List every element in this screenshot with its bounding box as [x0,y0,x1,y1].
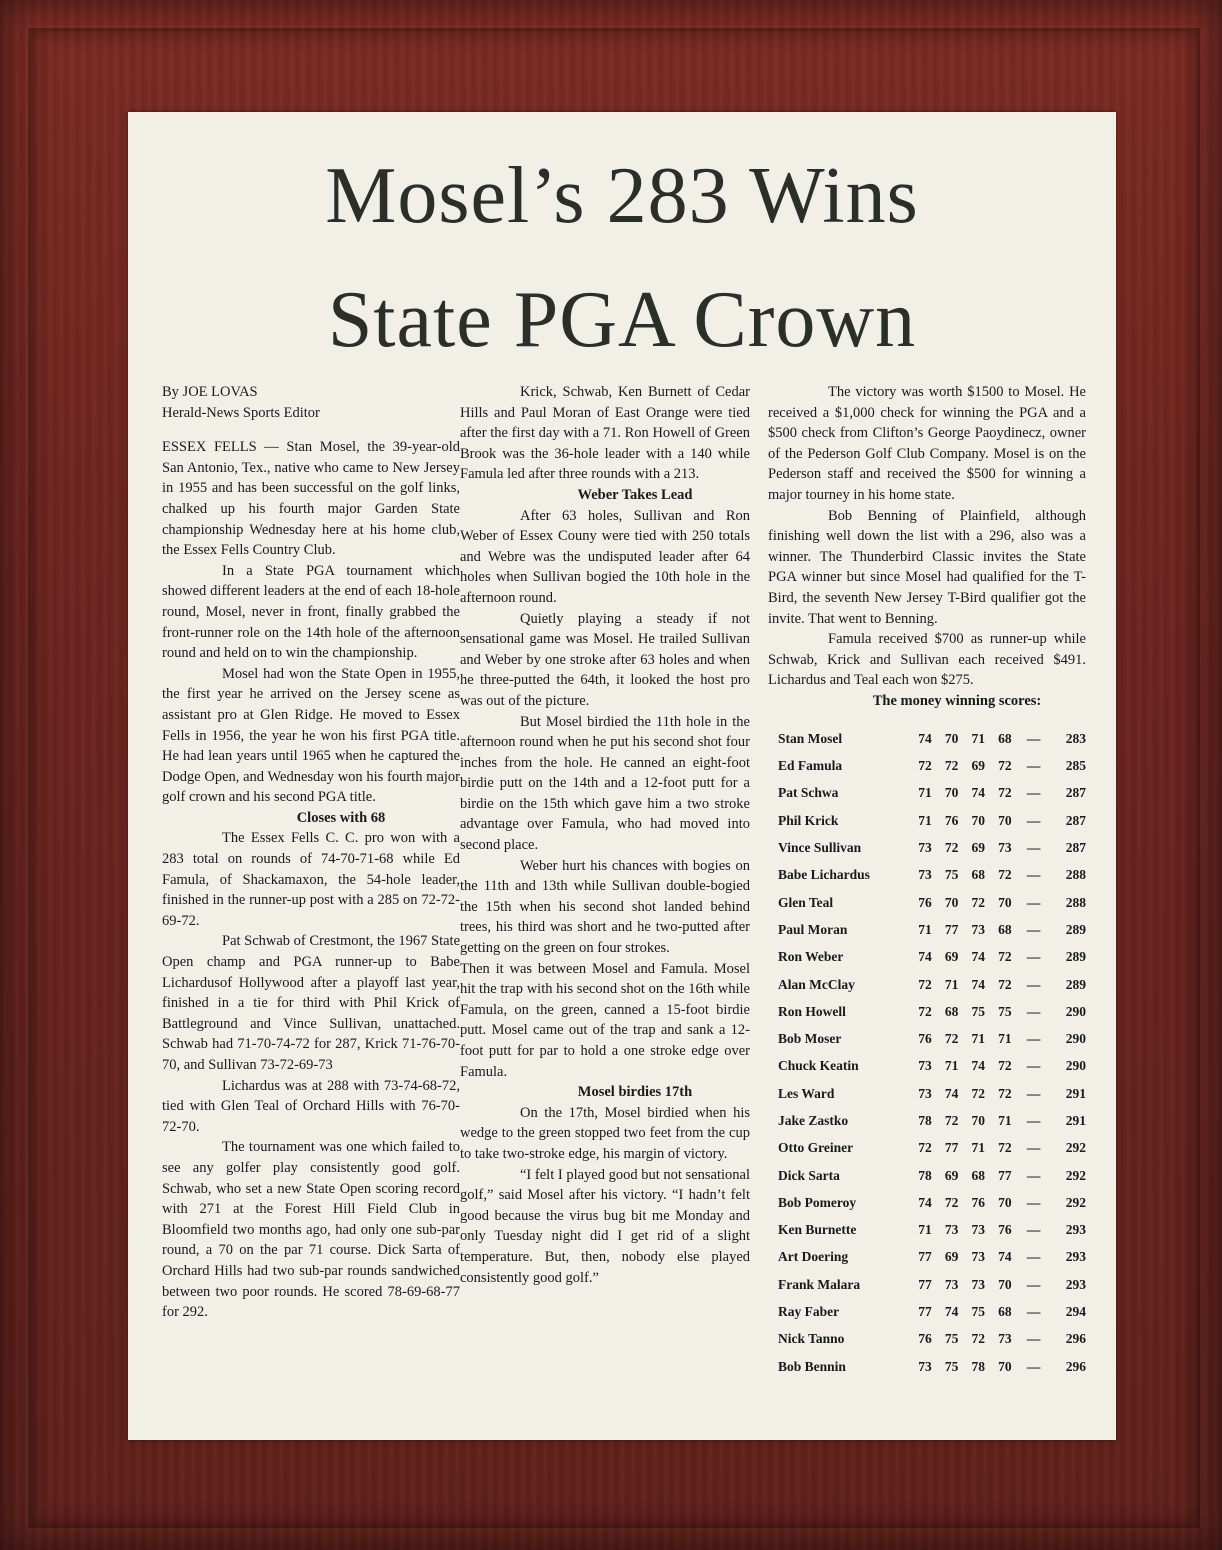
round-score: 68 [971,867,985,883]
round-score: 68 [998,730,1012,746]
round-score: 73 [971,921,985,937]
round-score: 70 [944,894,959,910]
score-dash: — [1026,921,1041,937]
round-score: 77 [944,921,959,937]
player-name: Paul Moran [778,921,848,937]
subhead-closes-with-68: Closes with 68 [296,809,386,826]
round-score: 74 [971,949,985,965]
subhead-weber-takes-lead: Weber Takes Lead [577,486,693,503]
round-score: 70 [998,1358,1012,1374]
byline [162,382,460,423]
total-score: 289 [1065,921,1086,937]
paragraph: Lichardus was at 288 with 73-74-68-72, tied with Glen Teal of Orchard Hills with 76-70-72-70. [162,1077,460,1135]
round-score: 74 [918,949,932,965]
player-name: Alan McClay [778,976,855,992]
score-row [768,1108,1086,1135]
round-score: 71 [971,1031,985,1047]
score-row [768,1326,1086,1353]
paragraph: In a State PGA tournament which showed different leaders at the end of each 18-hole round, Mosel, never in front, finally grabbed the front-runner role on the 14th hole of the afternoon round and held on to win the championship. [162,562,460,662]
paragraph: The victory was worth $1500 to Mosel. He received a $1,000 check for winning the PGA and a $500 check from Clifton’s George Paoydinecz, owner of the Pederson Golf Club Company. Mosel is on the Pederson staff and received the $500 for winning a major tourney in his home state. [768,384,1086,503]
score-row [768,1135,1086,1162]
round-score: 73 [971,1222,985,1238]
total-score: 288 [1065,867,1086,883]
paragraph: Then it was between Mosel and Famula. Mosel hit the trap with his second shot on the 16th while Famula, on the green, canned a 15-foot birdie putt. Mosel came out of the trap and sank a 12-foot putt for par to hold a one stroke edge over Famula. [460,960,750,1080]
player-name: Frank Malara [778,1276,861,1292]
round-score: 77 [944,1140,959,1156]
round-score: 74 [998,1249,1012,1265]
round-score: 72 [918,1003,932,1019]
player-name: Bob Bennin [778,1358,846,1374]
round-score: 77 [918,1276,932,1292]
score-row [768,889,1086,916]
player-name: Art Doering [778,1249,849,1265]
byline-title: Herald-News Sports Editor [162,404,320,421]
round-score: 73 [998,1331,1012,1347]
round-score: 72 [998,976,1012,992]
paragraph: Krick, Schwab, Ken Burnett of Cedar Hills and Paul Moran of East Orange were tied after the first day with a 71. Ron Howell of Green Brook was the 36-hole leader with a 140 while Famula led after three rounds with a 213. [460,384,750,483]
score-dash: — [1026,1113,1041,1128]
player-name: Jake Zastko [778,1113,849,1128]
round-score: 74 [971,1058,985,1074]
round-score: 72 [944,1031,959,1047]
round-score: 75 [998,1003,1012,1019]
round-score: 72 [998,1140,1012,1156]
score-dash: — [1026,1276,1041,1292]
score-dash: — [1026,1140,1041,1156]
score-dash: — [1026,894,1041,910]
score-dash: — [1026,1358,1041,1374]
score-row [768,1026,1086,1053]
total-score: 288 [1065,894,1086,910]
round-score: 70 [944,730,959,746]
round-score: 72 [998,1085,1012,1101]
player-name: Ron Weber [778,949,844,965]
round-score: 73 [918,1058,932,1074]
article-column-1 [162,382,460,1323]
round-score: 78 [918,1113,932,1128]
newspaper-clipping [128,112,1116,1440]
round-score: 71 [944,976,959,992]
round-score: 72 [998,1058,1012,1074]
total-score: 283 [1065,730,1086,746]
total-score: 290 [1065,1058,1086,1074]
score-row [768,1053,1086,1080]
score-dash: — [1026,785,1041,801]
money-winning-scores-table [768,726,1086,1381]
round-score: 71 [998,1113,1012,1128]
score-row [768,807,1086,834]
score-row [768,971,1086,998]
round-score: 73 [971,1276,985,1292]
player-name: Bob Moser [778,1031,842,1047]
total-score: 292 [1065,1167,1086,1183]
player-name: Chuck Keatin [778,1058,859,1074]
player-name: Nick Tanno [778,1331,845,1347]
round-score: 69 [971,840,985,856]
score-row [768,780,1086,807]
subhead-mosel-birdies-17th: Mosel birdies 17th [577,1084,693,1101]
score-dash: — [1026,1031,1041,1047]
round-score: 74 [918,1194,932,1210]
paragraph: After 63 holes, Sullivan and Ron Weber of Essex Couny were tied with 250 totals and Webre was the undisputed leader after 64 holes when Sullivan bogied the 10th hole in the afternoon round. [460,507,750,606]
round-score: 75 [944,867,959,883]
round-score: 69 [971,758,985,774]
round-score: 70 [944,785,959,801]
score-row [768,1162,1086,1189]
round-score: 75 [971,1003,985,1019]
round-score: 70 [998,812,1012,828]
total-score: 294 [1065,1304,1086,1320]
score-row [768,726,1086,753]
round-score: 76 [918,1031,932,1047]
score-row [768,1353,1086,1380]
scores-heading: The money winning scores: [872,692,1042,709]
round-score: 78 [918,1167,932,1183]
round-score: 70 [971,812,985,828]
round-score: 71 [918,921,932,937]
score-row [768,1299,1086,1326]
round-score: 70 [998,1194,1012,1210]
round-score: 77 [918,1249,932,1265]
round-score: 76 [944,812,959,828]
round-score: 71 [971,1140,985,1156]
player-name: Ken Burnette [778,1222,857,1238]
score-dash: — [1026,812,1041,828]
round-score: 72 [944,758,959,774]
paragraph: “I felt I played good but not sensational golf,” said Mosel after his victory. “I hadn’t felt good because the virus bug bit me Monday and only Tuesday night did I get rid of a slight temperature. But, then, nobody else played consistently good golf.” [460,1166,750,1286]
round-score: 71 [971,730,985,746]
total-score: 296 [1065,1331,1086,1347]
round-score: 72 [998,758,1012,774]
round-score: 73 [918,867,932,883]
round-score: 69 [944,949,959,965]
round-score: 73 [998,840,1012,856]
round-score: 72 [998,785,1012,801]
total-score: 287 [1065,840,1086,856]
round-score: 71 [998,1031,1012,1047]
total-score: 293 [1065,1222,1086,1238]
scores-body [768,726,1086,1381]
headline-line-2: State PGA Crown [327,276,917,364]
headline-line-1: Mosel’s 283 Wins [325,152,919,240]
score-row [768,917,1086,944]
round-score: 68 [998,1304,1012,1320]
round-score: 68 [998,921,1012,937]
round-score: 76 [971,1194,985,1210]
round-score: 74 [944,1085,959,1101]
round-score: 70 [998,1276,1012,1292]
score-row [768,944,1086,971]
player-name: Bob Pomeroy [778,1194,857,1210]
total-score: 296 [1065,1358,1086,1374]
round-score: 72 [918,1140,932,1156]
article-column-3 [768,382,1086,1381]
score-dash: — [1026,1085,1041,1101]
paragraph: Mosel had won the State Open in 1955, the first year he arrived on the Jersey scene as assistant pro at Glen Ridge. He moved to Essex Fells in 1956, the year he won his first PGA title. He had lean years until 1965 when he captured the Dodge Open, and Wednesday won his fourth major golf crown and his second PGA title. [162,665,460,806]
round-score: 73 [944,1276,959,1292]
round-score: 71 [918,1222,932,1238]
paragraph: The tournament was one which failed to see any golfer play consistently good golf. Schwab, who set a new State Open scoring record with 271 at the Forest Hill Field Club in Bloomfield two months ago, had only one sub-par round, a 70 on the par 71 course. Dick Sarta of Orchard Hills had two sub-par rounds sandwiched between two poor rounds. He scored 78-69-68-77 for 292. [162,1139,460,1321]
score-dash: — [1026,1003,1041,1019]
player-name: Les Ward [778,1085,835,1101]
total-score: 291 [1065,1085,1086,1101]
total-score: 292 [1065,1194,1086,1210]
paragraph: But Mosel birdied the 11th hole in the afternoon round when he put his second shot four inches from the hole. He canned an eight-foot birdie putt on the 14th and a 12-foot putt for a birdie on the 15th which gave him a two stroke advantage over Famula, who had moved into second place. [460,713,750,854]
player-name: Babe Lichardus [778,867,870,883]
round-score: 72 [918,758,932,774]
player-name: Phil Krick [778,812,839,828]
score-dash: — [1026,758,1041,774]
round-score: 74 [944,1304,959,1320]
round-score: 76 [998,1222,1012,1238]
round-score: 73 [918,1085,932,1101]
player-name: Stan Mosel [778,730,843,746]
player-name: Ed Famula [778,758,843,774]
score-row [768,753,1086,780]
player-name: Ray Faber [778,1304,840,1320]
round-score: 75 [944,1358,959,1374]
score-row [768,835,1086,862]
score-row [768,1271,1086,1298]
score-row [768,1190,1086,1217]
total-score: 290 [1065,1031,1086,1047]
round-score: 71 [918,785,932,801]
score-dash: — [1026,1194,1041,1210]
score-dash: — [1026,976,1041,992]
total-score: 293 [1065,1276,1086,1292]
round-score: 72 [971,1331,985,1347]
total-score: 289 [1065,949,1086,965]
round-score: 75 [971,1304,985,1320]
round-score: 72 [944,1194,959,1210]
score-dash: — [1026,1249,1041,1265]
round-score: 69 [944,1249,959,1265]
round-score: 69 [944,1167,959,1183]
player-name: Glen Teal [778,894,834,910]
round-score: 74 [971,785,985,801]
total-score: 293 [1065,1249,1086,1265]
score-dash: — [1026,867,1041,883]
paragraph: Quietly playing a steady if not sensational game was Mosel. He trailed Sullivan and Weber by one stroke after 63 holes and when he three-putted the 64th, it looked the host pro was out of the picture. [460,610,750,709]
score-row [768,862,1086,889]
score-row [768,1244,1086,1271]
total-score: 290 [1065,1003,1086,1019]
score-row [768,998,1086,1025]
total-score: 289 [1065,976,1086,992]
round-score: 77 [918,1304,932,1320]
round-score: 71 [944,1058,959,1074]
round-score: 72 [918,976,932,992]
round-score: 74 [971,976,985,992]
round-score: 76 [918,1331,932,1347]
round-score: 77 [998,1167,1012,1183]
byline-author: By JOE LOVAS [162,384,258,400]
round-score: 72 [971,894,985,910]
total-score: 287 [1065,785,1086,801]
round-score: 73 [971,1249,985,1265]
player-name: Vince Sullivan [778,840,862,856]
total-score: 291 [1065,1113,1086,1128]
paragraph: Famula received $700 as runner-up while Schwab, Krick and Sullivan each received $491. Lichardus and Teal each won $275. [768,631,1086,689]
paragraph: Bob Benning of Plainfield, although finishing well down the list with a 296, also was a winner. The Thunderbird Classic invites the State PGA winner but since Mosel had qualified for the T-Bird, the seventh New Jersey T-Bird qualifier got the invite. That went to Benning. [768,507,1086,627]
round-score: 74 [918,730,932,746]
paragraph: ESSEX FELLS — Stan Mosel, the 39-year-old San Antonio, Tex., native who came to New Jersey in 1955 and has been successful on the golf links, chalked up his fourth major Garden State championship Wednesday here at his home club, the Essex Fells Country Club. [162,439,460,559]
round-score: 68 [971,1167,985,1183]
paragraph: Weber hurt his chances with bogies on the 11th and 13th while Sullivan double-bogied the 15th when his second shot landed behind trees, his third was short and he two-putted after getting on the green on four strokes. [460,857,750,957]
total-score: 287 [1065,812,1086,828]
round-score: 75 [944,1331,959,1347]
score-dash: — [1026,1167,1041,1183]
round-score: 72 [998,949,1012,965]
round-score: 72 [944,1113,959,1128]
paragraph: Pat Schwab of Crestmont, the 1967 State Open champ and PGA runner-up to Babe Lichardusof Hollywood after a playoff last year, finished in a tie for third with Phil Krick of Battleground and Vince Sullivan, unattached. Schwab had 71-70-74-72 for 287, Krick 71-76-70-70, and Sullivan 73-72-69-73 [162,933,461,1073]
paragraph: On the 17th, Mosel birdied when his wedge to the green stopped two feet from the cup to take two-stroke edge, his margin of victory. [460,1104,750,1162]
round-score: 70 [998,894,1012,910]
round-score: 72 [944,840,959,856]
score-dash: — [1026,949,1041,965]
player-name: Ron Howell [778,1003,846,1019]
score-dash: — [1026,1058,1041,1074]
score-row [768,1080,1086,1107]
paragraph: The Essex Fells C. C. pro won with a 283 total on rounds of 74-70-71-68 while Ed Famula, of Shackamaxon, the 54-hole leader, finished in the runner-up post with a 285 on 72-72-69-72. [162,830,460,929]
round-score: 68 [944,1003,959,1019]
round-score: 70 [971,1113,985,1128]
score-dash: — [1026,1331,1041,1347]
total-score: 285 [1065,758,1086,774]
score-dash: — [1026,730,1041,746]
round-score: 72 [998,867,1012,883]
article-column-2 [460,382,750,1288]
round-score: 78 [971,1358,985,1374]
player-name: Otto Greiner [778,1140,854,1156]
round-score: 73 [944,1222,959,1238]
player-name: Dick Sarta [778,1167,840,1183]
score-dash: — [1026,840,1041,856]
total-score: 292 [1065,1140,1086,1156]
round-score: 76 [918,894,932,910]
round-score: 73 [918,1358,932,1374]
round-score: 73 [918,840,932,856]
score-dash: — [1026,1222,1041,1238]
score-row [768,1217,1086,1244]
player-name: Pat Schwa [778,785,839,801]
round-score: 71 [918,812,932,828]
score-dash: — [1026,1304,1041,1320]
round-score: 72 [971,1085,985,1101]
